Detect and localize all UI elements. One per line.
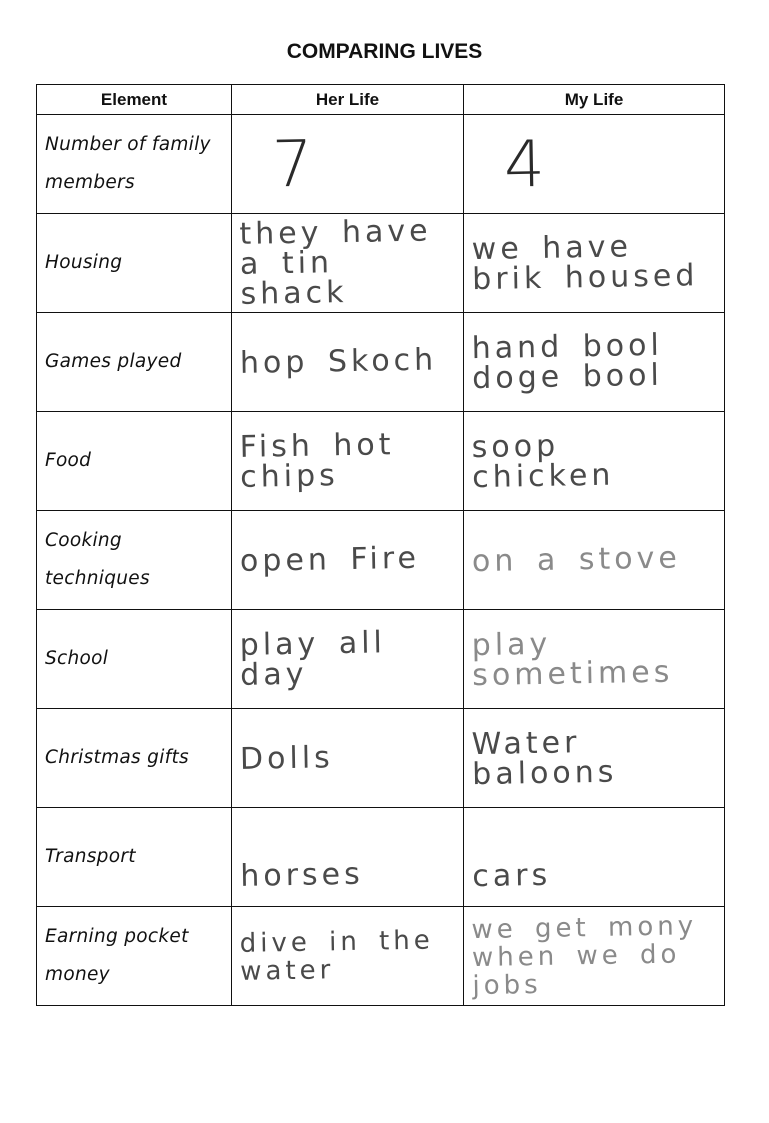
my-life-answer: play sometimes <box>471 626 674 694</box>
element-label: Earning pocket money <box>45 926 189 985</box>
her-life-answer: Dolls <box>239 740 335 777</box>
her-life-cell <box>232 709 464 808</box>
element-label: Games played <box>45 351 182 372</box>
table-row <box>37 511 725 610</box>
header-her-life: Her Life <box>232 85 464 115</box>
my-life-answer: on a stove <box>471 540 682 580</box>
element-cell <box>37 808 232 907</box>
element-cell <box>37 709 232 808</box>
her-life-cell <box>232 214 464 313</box>
header-my-life: My Life <box>464 85 725 115</box>
element-cell <box>37 412 232 511</box>
element-label: Food <box>45 450 92 471</box>
element-cell <box>37 214 232 313</box>
my-life-cell <box>464 709 725 808</box>
table-row <box>37 907 725 1006</box>
her-life-answer: 7 <box>271 127 314 203</box>
my-life-cell <box>464 610 725 709</box>
her-life-cell <box>232 808 464 907</box>
her-life-cell <box>232 412 464 511</box>
her-life-cell <box>232 907 464 1006</box>
element-label: Cooking techniques <box>45 530 150 589</box>
my-life-cell <box>464 907 725 1006</box>
her-life-answer: hop Skoch <box>239 342 438 381</box>
her-life-answer: open Fire <box>239 540 421 579</box>
table-row <box>37 115 725 214</box>
table-row <box>37 610 725 709</box>
my-life-cell <box>464 313 725 412</box>
my-life-answer: soop chicken <box>471 428 615 496</box>
my-life-answer: we have brik housed <box>471 229 699 298</box>
comparison-table <box>36 84 725 1006</box>
element-label: School <box>45 648 109 669</box>
my-life-cell <box>464 214 725 313</box>
header-element: Element <box>37 85 232 115</box>
her-life-answer: play all day <box>239 625 387 693</box>
her-life-answer: horses <box>240 856 365 894</box>
element-label: Housing <box>45 252 123 273</box>
my-life-cell <box>464 412 725 511</box>
table-row <box>37 709 725 808</box>
table-row <box>37 313 725 412</box>
element-cell <box>37 313 232 412</box>
my-life-answer: we get mony when we do jobs <box>471 911 698 1002</box>
element-cell <box>37 115 232 214</box>
header-row <box>37 85 725 115</box>
my-life-cell <box>464 808 725 907</box>
her-life-cell <box>232 115 464 214</box>
my-life-cell <box>464 511 725 610</box>
element-cell <box>37 907 232 1006</box>
my-life-answer: 4 <box>503 127 546 203</box>
table-row <box>37 412 725 511</box>
my-life-answer: hand bool doge bool <box>471 327 664 397</box>
her-life-answer: they have a tin shack <box>239 213 432 312</box>
element-label: Transport <box>45 846 136 867</box>
element-cell <box>37 511 232 610</box>
her-life-cell <box>232 610 464 709</box>
my-life-answer: cars <box>472 857 552 895</box>
my-life-cell <box>464 115 725 214</box>
my-life-answer: Water baloons <box>471 725 618 793</box>
element-label: Number of family members <box>45 134 211 193</box>
page-title: COMPARING LIVES <box>286 40 483 63</box>
her-life-answer: Fish hot chips <box>239 427 395 495</box>
table-row <box>37 808 725 907</box>
element-label: Christmas gifts <box>45 747 189 768</box>
table-row <box>37 214 725 313</box>
her-life-cell <box>232 313 464 412</box>
element-cell <box>37 610 232 709</box>
her-life-cell <box>232 511 464 610</box>
her-life-answer: dive in the water <box>239 925 435 987</box>
